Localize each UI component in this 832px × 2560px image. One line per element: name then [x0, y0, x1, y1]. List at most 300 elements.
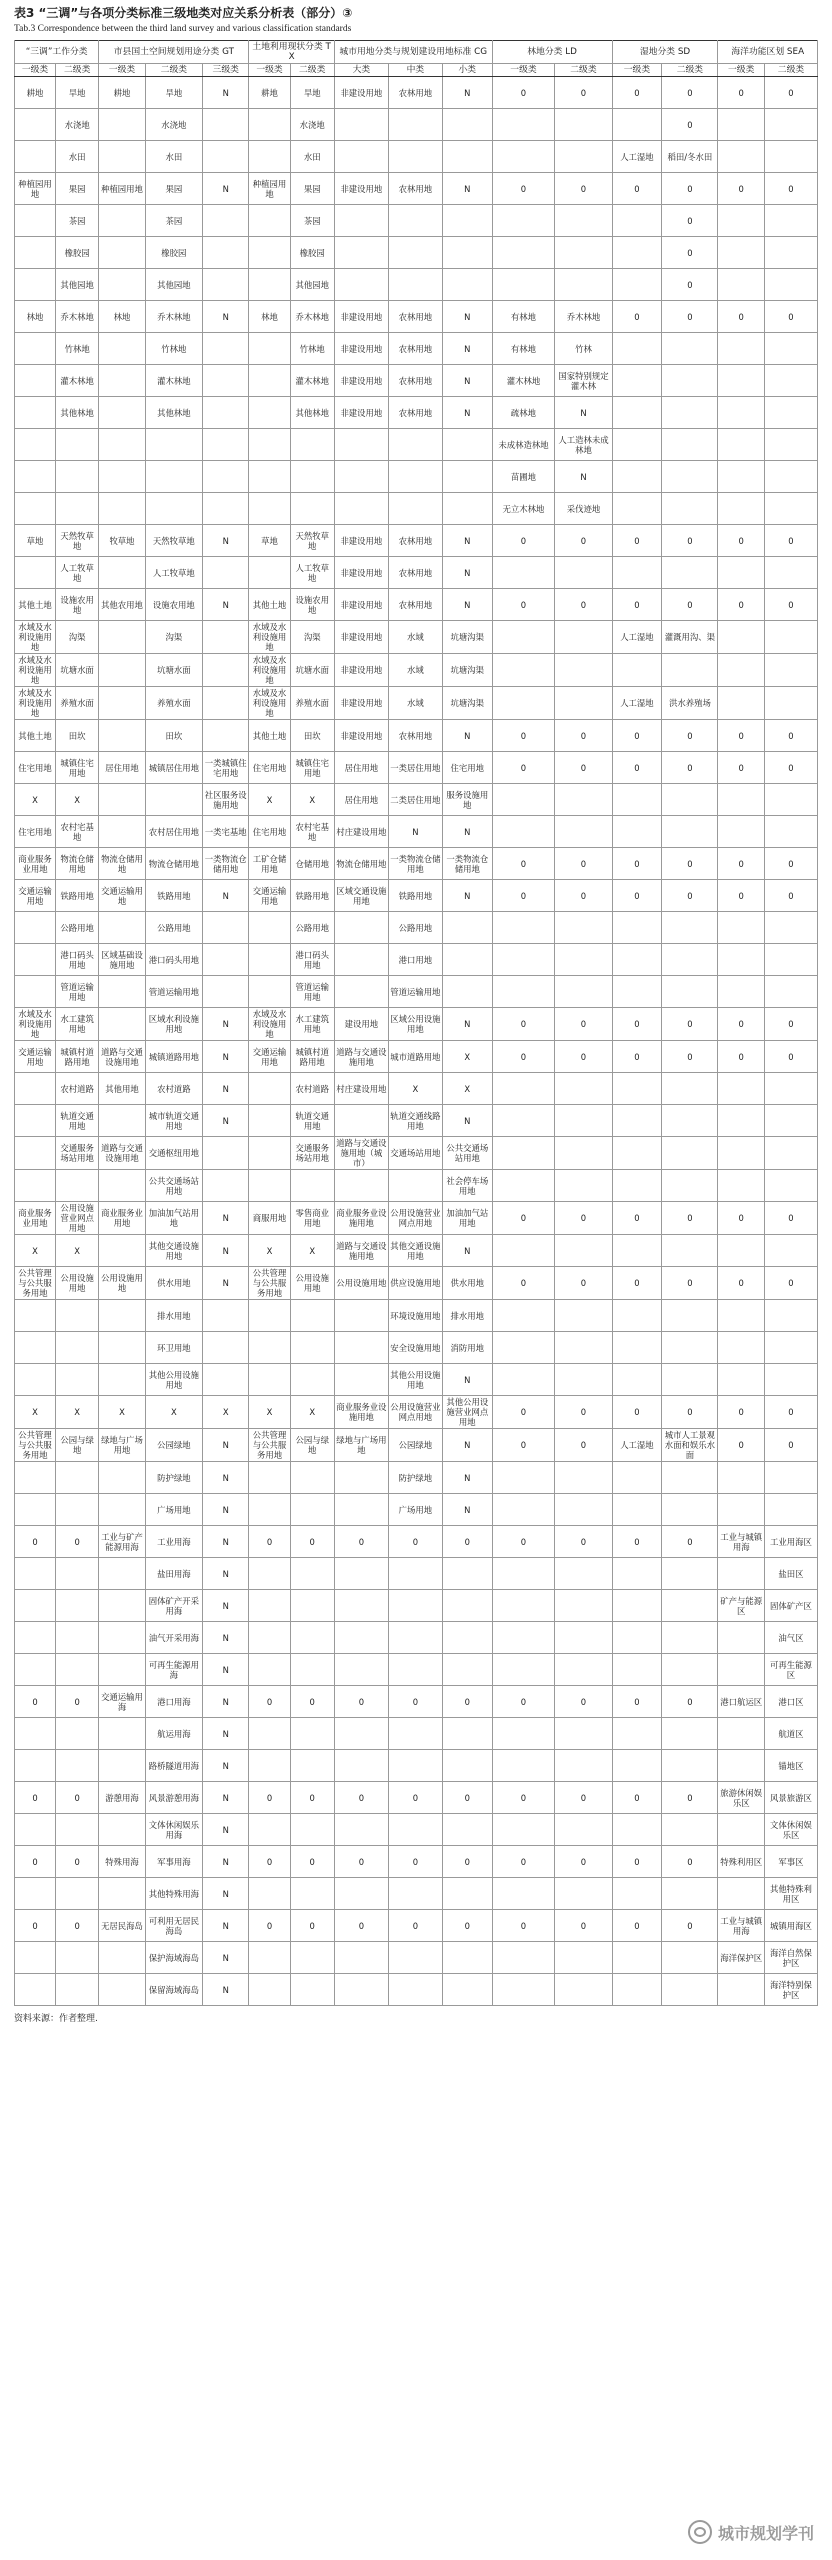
table-cell	[555, 269, 612, 301]
group-header-tx: 土地利用现状分类 TX	[249, 41, 334, 64]
table-cell	[555, 1300, 612, 1332]
table-cell: 0	[492, 173, 555, 205]
table-cell: 轨道交通用地	[56, 1105, 99, 1137]
table-cell	[290, 1170, 334, 1202]
table-cell: N	[203, 1235, 249, 1267]
table-cell	[99, 1558, 145, 1590]
table-cell: X	[203, 1396, 249, 1429]
table-cell	[388, 1590, 442, 1622]
table-cell	[99, 1170, 145, 1202]
table-cell: 0	[612, 173, 662, 205]
table-cell	[662, 816, 718, 848]
table-cell	[290, 1750, 334, 1782]
table-cell: 0	[388, 1526, 442, 1558]
table-cell: 0	[662, 173, 718, 205]
table-cell: 0	[612, 301, 662, 333]
table-cell: 旅游休闲娱乐区	[718, 1782, 764, 1814]
table-cell: 0	[764, 720, 817, 752]
table-cell: 0	[662, 1396, 718, 1429]
table-cell	[555, 976, 612, 1008]
table-cell: 0	[662, 1041, 718, 1073]
table-cell	[442, 141, 492, 173]
table-cell: 水工建筑用地	[56, 1008, 99, 1041]
table-cell	[662, 461, 718, 493]
table-cell: 灌木林地	[56, 365, 99, 397]
table-cell: 0	[718, 173, 764, 205]
table-cell	[249, 269, 290, 301]
table-cell: N	[203, 1494, 249, 1526]
table-cell	[764, 205, 817, 237]
table-cell: 0	[718, 589, 764, 621]
table-cell	[15, 944, 56, 976]
table-cell	[764, 816, 817, 848]
wechat-icon	[688, 2520, 712, 2544]
table-cell: 游憩用海	[99, 1782, 145, 1814]
table-cell: 养殖水面	[145, 687, 202, 720]
table-cell: 军事用海	[145, 1846, 202, 1878]
table-cell: N	[203, 880, 249, 912]
table-cell	[718, 237, 764, 269]
table-cell	[99, 205, 145, 237]
table-cell: 供水用地	[145, 1267, 202, 1300]
table-cell: 农林用地	[388, 173, 442, 205]
table-cell	[334, 1462, 388, 1494]
table-cell: 风景游憩用海	[145, 1782, 202, 1814]
table-cell: 其他交通设施用地	[145, 1235, 202, 1267]
table-cell: 0	[15, 1686, 56, 1718]
table-cell: N	[203, 525, 249, 557]
table-row	[15, 1622, 818, 1654]
table-cell: 农村宅基地	[56, 816, 99, 848]
table-cell: 住宅用地	[249, 752, 290, 784]
table-cell: 居住用地	[99, 752, 145, 784]
table-subtitle: Tab.3 Correspondence between the third land survey and various classification standards	[14, 24, 352, 34]
table-cell: 0	[555, 1041, 612, 1073]
table-cell: 城镇用海区	[764, 1910, 817, 1942]
table-cell: 港口用海	[145, 1686, 202, 1718]
table-cell: N	[203, 301, 249, 333]
table-cell	[56, 1974, 99, 2006]
table-cell: 路桥隧道用海	[145, 1750, 202, 1782]
group-header-santiao: “三调”工作分类	[15, 41, 99, 64]
table-cell: 0	[555, 1782, 612, 1814]
table-row	[15, 1041, 818, 1073]
table-cell: 物流仓储用地	[334, 848, 388, 880]
table-row	[15, 944, 818, 976]
table-cell	[388, 1942, 442, 1974]
table-cell	[662, 1750, 718, 1782]
table-cell: 住宅用地	[15, 816, 56, 848]
table-cell: 农村居住用地	[145, 816, 202, 848]
table-cell	[203, 1170, 249, 1202]
table-cell	[334, 237, 388, 269]
table-cell	[388, 493, 442, 525]
table-cell	[203, 237, 249, 269]
table-cell	[492, 1332, 555, 1364]
table-cell: 其他用地	[99, 1073, 145, 1105]
table-row	[15, 1910, 818, 1942]
table-cell	[555, 1137, 612, 1170]
watermark-text: 城市规划学刊	[717, 2523, 814, 2543]
table-cell	[15, 237, 56, 269]
table-cell	[99, 1332, 145, 1364]
table-cell: 社区服务设施用地	[203, 784, 249, 816]
table-cell	[15, 1332, 56, 1364]
table-row	[15, 1170, 818, 1202]
table-cell	[290, 1654, 334, 1686]
table-cell: 0	[15, 1526, 56, 1558]
table-cell	[203, 269, 249, 301]
table-cell: 0	[555, 1846, 612, 1878]
sub-header: 一级类	[612, 64, 662, 77]
table-cell: N	[203, 1202, 249, 1235]
table-cell: 0	[442, 1782, 492, 1814]
table-cell	[555, 784, 612, 816]
table-cell	[56, 1300, 99, 1332]
table-cell: 一类物流仓储用地	[442, 848, 492, 880]
table-cell: 天然牧草地	[56, 525, 99, 557]
table-cell	[492, 1300, 555, 1332]
table-cell: 特殊利用区	[718, 1846, 764, 1878]
table-cell: 0	[388, 1910, 442, 1942]
table-cell: 茶园	[145, 205, 202, 237]
table-cell	[203, 429, 249, 461]
table-cell	[99, 1750, 145, 1782]
table-cell	[56, 1750, 99, 1782]
table-cell	[662, 493, 718, 525]
table-cell: 固体矿产区	[764, 1590, 817, 1622]
table-cell	[718, 1073, 764, 1105]
table-cell	[718, 365, 764, 397]
table-cell	[764, 976, 817, 1008]
table-cell: 0	[764, 525, 817, 557]
table-cell	[612, 1462, 662, 1494]
table-cell: 0	[290, 1782, 334, 1814]
group-header-row	[15, 41, 818, 64]
table-cell: 坑塘沟渠	[442, 687, 492, 720]
table-cell	[612, 1654, 662, 1686]
table-cell: N	[442, 397, 492, 429]
table-cell: 人工牧草地	[145, 557, 202, 589]
table-cell	[612, 557, 662, 589]
table-row	[15, 269, 818, 301]
table-row	[15, 1073, 818, 1105]
table-cell: 公路用地	[56, 912, 99, 944]
table-cell	[203, 621, 249, 654]
table-cell	[56, 1878, 99, 1910]
table-cell	[662, 1654, 718, 1686]
table-cell	[15, 365, 56, 397]
table-cell: 保护海域海岛	[145, 1942, 202, 1974]
table-cell	[249, 1558, 290, 1590]
table-cell: 天然牧草地	[145, 525, 202, 557]
table-cell: N	[442, 1364, 492, 1396]
table-cell	[492, 976, 555, 1008]
table-cell: 水田	[145, 141, 202, 173]
table-cell	[612, 493, 662, 525]
table-cell: 0	[718, 525, 764, 557]
table-cell: 公共管理与公共服务用地	[15, 1429, 56, 1462]
sub-header: 二级类	[555, 64, 612, 77]
table-cell: N	[203, 1267, 249, 1300]
table-cell	[662, 1105, 718, 1137]
table-cell: 种植园用地	[15, 173, 56, 205]
table-cell: 0	[612, 1686, 662, 1718]
table-cell	[99, 365, 145, 397]
table-cell: 乔木林地	[145, 301, 202, 333]
table-cell: 果园	[145, 173, 202, 205]
table-cell	[612, 976, 662, 1008]
table-cell: 0	[662, 109, 718, 141]
table-cell	[612, 1105, 662, 1137]
table-cell: 坑塘水面	[56, 654, 99, 687]
table-cell	[555, 912, 612, 944]
table-cell	[612, 237, 662, 269]
table-cell	[764, 1235, 817, 1267]
table-cell	[15, 1654, 56, 1686]
table-cell: 公用设施用地	[56, 1267, 99, 1300]
table-cell	[718, 1974, 764, 2006]
table-cell: 水浇地	[290, 109, 334, 141]
table-cell: 农林用地	[388, 589, 442, 621]
table-cell	[203, 333, 249, 365]
table-cell: 港口区	[764, 1686, 817, 1718]
table-cell: 0	[555, 880, 612, 912]
table-cell	[492, 237, 555, 269]
table-cell: X	[15, 1235, 56, 1267]
table-cell	[56, 461, 99, 493]
table-cell: 水工建筑用地	[290, 1008, 334, 1041]
table-cell	[203, 912, 249, 944]
table-cell	[249, 1718, 290, 1750]
table-cell: N	[203, 1974, 249, 2006]
table-cell: 0	[718, 1396, 764, 1429]
table-cell: 工矿仓储用地	[249, 848, 290, 880]
table-cell: 0	[492, 1008, 555, 1041]
table-cell	[249, 1750, 290, 1782]
table-cell: 0	[334, 1846, 388, 1878]
table-cell: 安全设施用地	[388, 1332, 442, 1364]
table-cell: X	[145, 1396, 202, 1429]
table-cell: 港口航运区	[718, 1686, 764, 1718]
table-cell	[56, 1654, 99, 1686]
table-cell	[612, 654, 662, 687]
page	[14, 4, 818, 2026]
table-cell: 管道运输用地	[145, 976, 202, 1008]
table-cell: 0	[492, 720, 555, 752]
table-cell	[334, 205, 388, 237]
table-cell	[492, 1622, 555, 1654]
table-cell: 港口码头用地	[56, 944, 99, 976]
table-cell	[555, 1332, 612, 1364]
sub-header: 一级类	[492, 64, 555, 77]
table-cell	[249, 557, 290, 589]
table-cell	[492, 816, 555, 848]
table-cell	[662, 365, 718, 397]
table-cell: 0	[492, 1429, 555, 1462]
table-cell: 茶园	[56, 205, 99, 237]
table-cell	[612, 1590, 662, 1622]
table-cell: 公用设施营业网点用地	[388, 1396, 442, 1429]
table-row	[15, 1526, 818, 1558]
table-cell	[203, 461, 249, 493]
table-cell: 农村道路	[145, 1073, 202, 1105]
table-cell: 0	[612, 525, 662, 557]
table-cell: 住宅用地	[442, 752, 492, 784]
table-cell	[56, 493, 99, 525]
table-cell	[662, 1364, 718, 1396]
table-cell: 交通运输用海	[99, 1686, 145, 1718]
table-cell: 水域及水利设施用地	[15, 687, 56, 720]
table-row	[15, 1750, 818, 1782]
table-row	[15, 237, 818, 269]
table-cell: 0	[718, 1267, 764, 1300]
table-cell	[145, 429, 202, 461]
table-cell: 油气区	[764, 1622, 817, 1654]
group-header-sea: 海洋功能区划 SEA	[718, 41, 818, 64]
table-cell: 社会停车场用地	[442, 1170, 492, 1202]
table-cell	[203, 720, 249, 752]
table-cell	[99, 621, 145, 654]
table-cell: N	[442, 1008, 492, 1041]
table-cell: 城镇道路用地	[145, 1041, 202, 1073]
table-cell	[15, 1170, 56, 1202]
table-cell	[15, 493, 56, 525]
table-cell: N	[203, 1622, 249, 1654]
table-cell	[764, 1073, 817, 1105]
table-row	[15, 1558, 818, 1590]
table-row	[15, 621, 818, 654]
table-cell: 0	[612, 1526, 662, 1558]
table-cell: 0	[764, 301, 817, 333]
table-cell: 0	[662, 1846, 718, 1878]
table-row	[15, 493, 818, 525]
table-cell: N	[203, 77, 249, 109]
table-cell: 非建设用地	[334, 621, 388, 654]
table-cell	[99, 1590, 145, 1622]
table-cell	[718, 1494, 764, 1526]
table-cell	[555, 687, 612, 720]
table-cell: 农村宅基地	[290, 816, 334, 848]
table-cell: 城市人工景观水面和娱乐水面	[662, 1429, 718, 1462]
table-cell: 水田	[290, 141, 334, 173]
table-cell: 村庄建设用地	[334, 1073, 388, 1105]
table-cell: 非建设用地	[334, 333, 388, 365]
table-cell: 一类宅基地	[203, 816, 249, 848]
table-cell: 竹林地	[145, 333, 202, 365]
table-cell: 0	[662, 1910, 718, 1942]
table-cell: 绿地与广场用地	[334, 1429, 388, 1462]
table-cell	[612, 1300, 662, 1332]
table-row	[15, 365, 818, 397]
table-cell: 种植园用地	[249, 173, 290, 205]
table-row	[15, 1235, 818, 1267]
table-cell	[612, 944, 662, 976]
table-cell	[388, 1170, 442, 1202]
table-cell: 0	[492, 1910, 555, 1942]
table-cell: 风景旅游区	[764, 1782, 817, 1814]
table-cell	[15, 109, 56, 141]
table-cell: 交通运输用地	[99, 880, 145, 912]
table-cell: 加油加气站用地	[442, 1202, 492, 1235]
table-cell	[15, 1590, 56, 1622]
table-cell: 公共交通场站用地	[145, 1170, 202, 1202]
table-cell	[662, 654, 718, 687]
table-cell: N	[203, 1008, 249, 1041]
table-cell: 铁路用地	[290, 880, 334, 912]
table-cell	[249, 1590, 290, 1622]
table-cell: 0	[555, 752, 612, 784]
table-cell: 无居民海岛	[99, 1910, 145, 1942]
table-cell	[15, 397, 56, 429]
table-cell	[388, 1814, 442, 1846]
table-cell: 0	[492, 880, 555, 912]
group-header-sd: 湿地分类 SD	[612, 41, 718, 64]
table-cell	[99, 269, 145, 301]
table-cell	[764, 365, 817, 397]
table-cell: 农村道路	[290, 1073, 334, 1105]
table-cell: N	[442, 301, 492, 333]
table-cell: 供应设施用地	[388, 1267, 442, 1300]
table-row	[15, 1814, 818, 1846]
table-cell: X	[249, 1396, 290, 1429]
table-cell	[662, 1974, 718, 2006]
table-cell	[492, 269, 555, 301]
table-cell	[290, 1462, 334, 1494]
table-cell: N	[388, 816, 442, 848]
table-cell	[99, 1008, 145, 1041]
table-cell	[145, 493, 202, 525]
table-cell: 田坎	[145, 720, 202, 752]
table-cell: 住宅用地	[15, 752, 56, 784]
table-cell: 盐田区	[764, 1558, 817, 1590]
table-cell: 其他园地	[290, 269, 334, 301]
table-row	[15, 1396, 818, 1429]
table-cell: 物流仓储用地	[99, 848, 145, 880]
table-cell: 公共管理与公共服务用地	[15, 1267, 56, 1300]
table-row	[15, 976, 818, 1008]
table-cell: 交通场站用地	[388, 1137, 442, 1170]
table-cell: 国家特别规定灌木林	[555, 365, 612, 397]
table-cell	[15, 1558, 56, 1590]
table-cell	[555, 944, 612, 976]
table-cell	[718, 621, 764, 654]
table-row	[15, 816, 818, 848]
table-cell	[718, 816, 764, 848]
table-cell: 0	[718, 752, 764, 784]
table-cell	[15, 1300, 56, 1332]
table-cell: 管道运输用地	[56, 976, 99, 1008]
table-cell: 公共管理与公共服务用地	[249, 1429, 290, 1462]
table-cell: 航运用海	[145, 1718, 202, 1750]
table-cell: 海洋特别保护区	[764, 1974, 817, 2006]
table-cell	[334, 141, 388, 173]
table-cell: 0	[662, 720, 718, 752]
table-cell	[334, 1974, 388, 2006]
table-cell	[442, 1750, 492, 1782]
table-cell: 0	[612, 1202, 662, 1235]
table-row	[15, 1718, 818, 1750]
correspondence-table	[14, 40, 818, 2006]
table-cell	[99, 429, 145, 461]
table-cell	[388, 1750, 442, 1782]
table-cell: 区域基础设施用地	[99, 944, 145, 976]
table-cell	[99, 493, 145, 525]
table-cell: 商业服务业用地	[15, 1202, 56, 1235]
table-cell: 非建设用地	[334, 77, 388, 109]
table-cell	[56, 1332, 99, 1364]
table-cell: 0	[764, 1429, 817, 1462]
